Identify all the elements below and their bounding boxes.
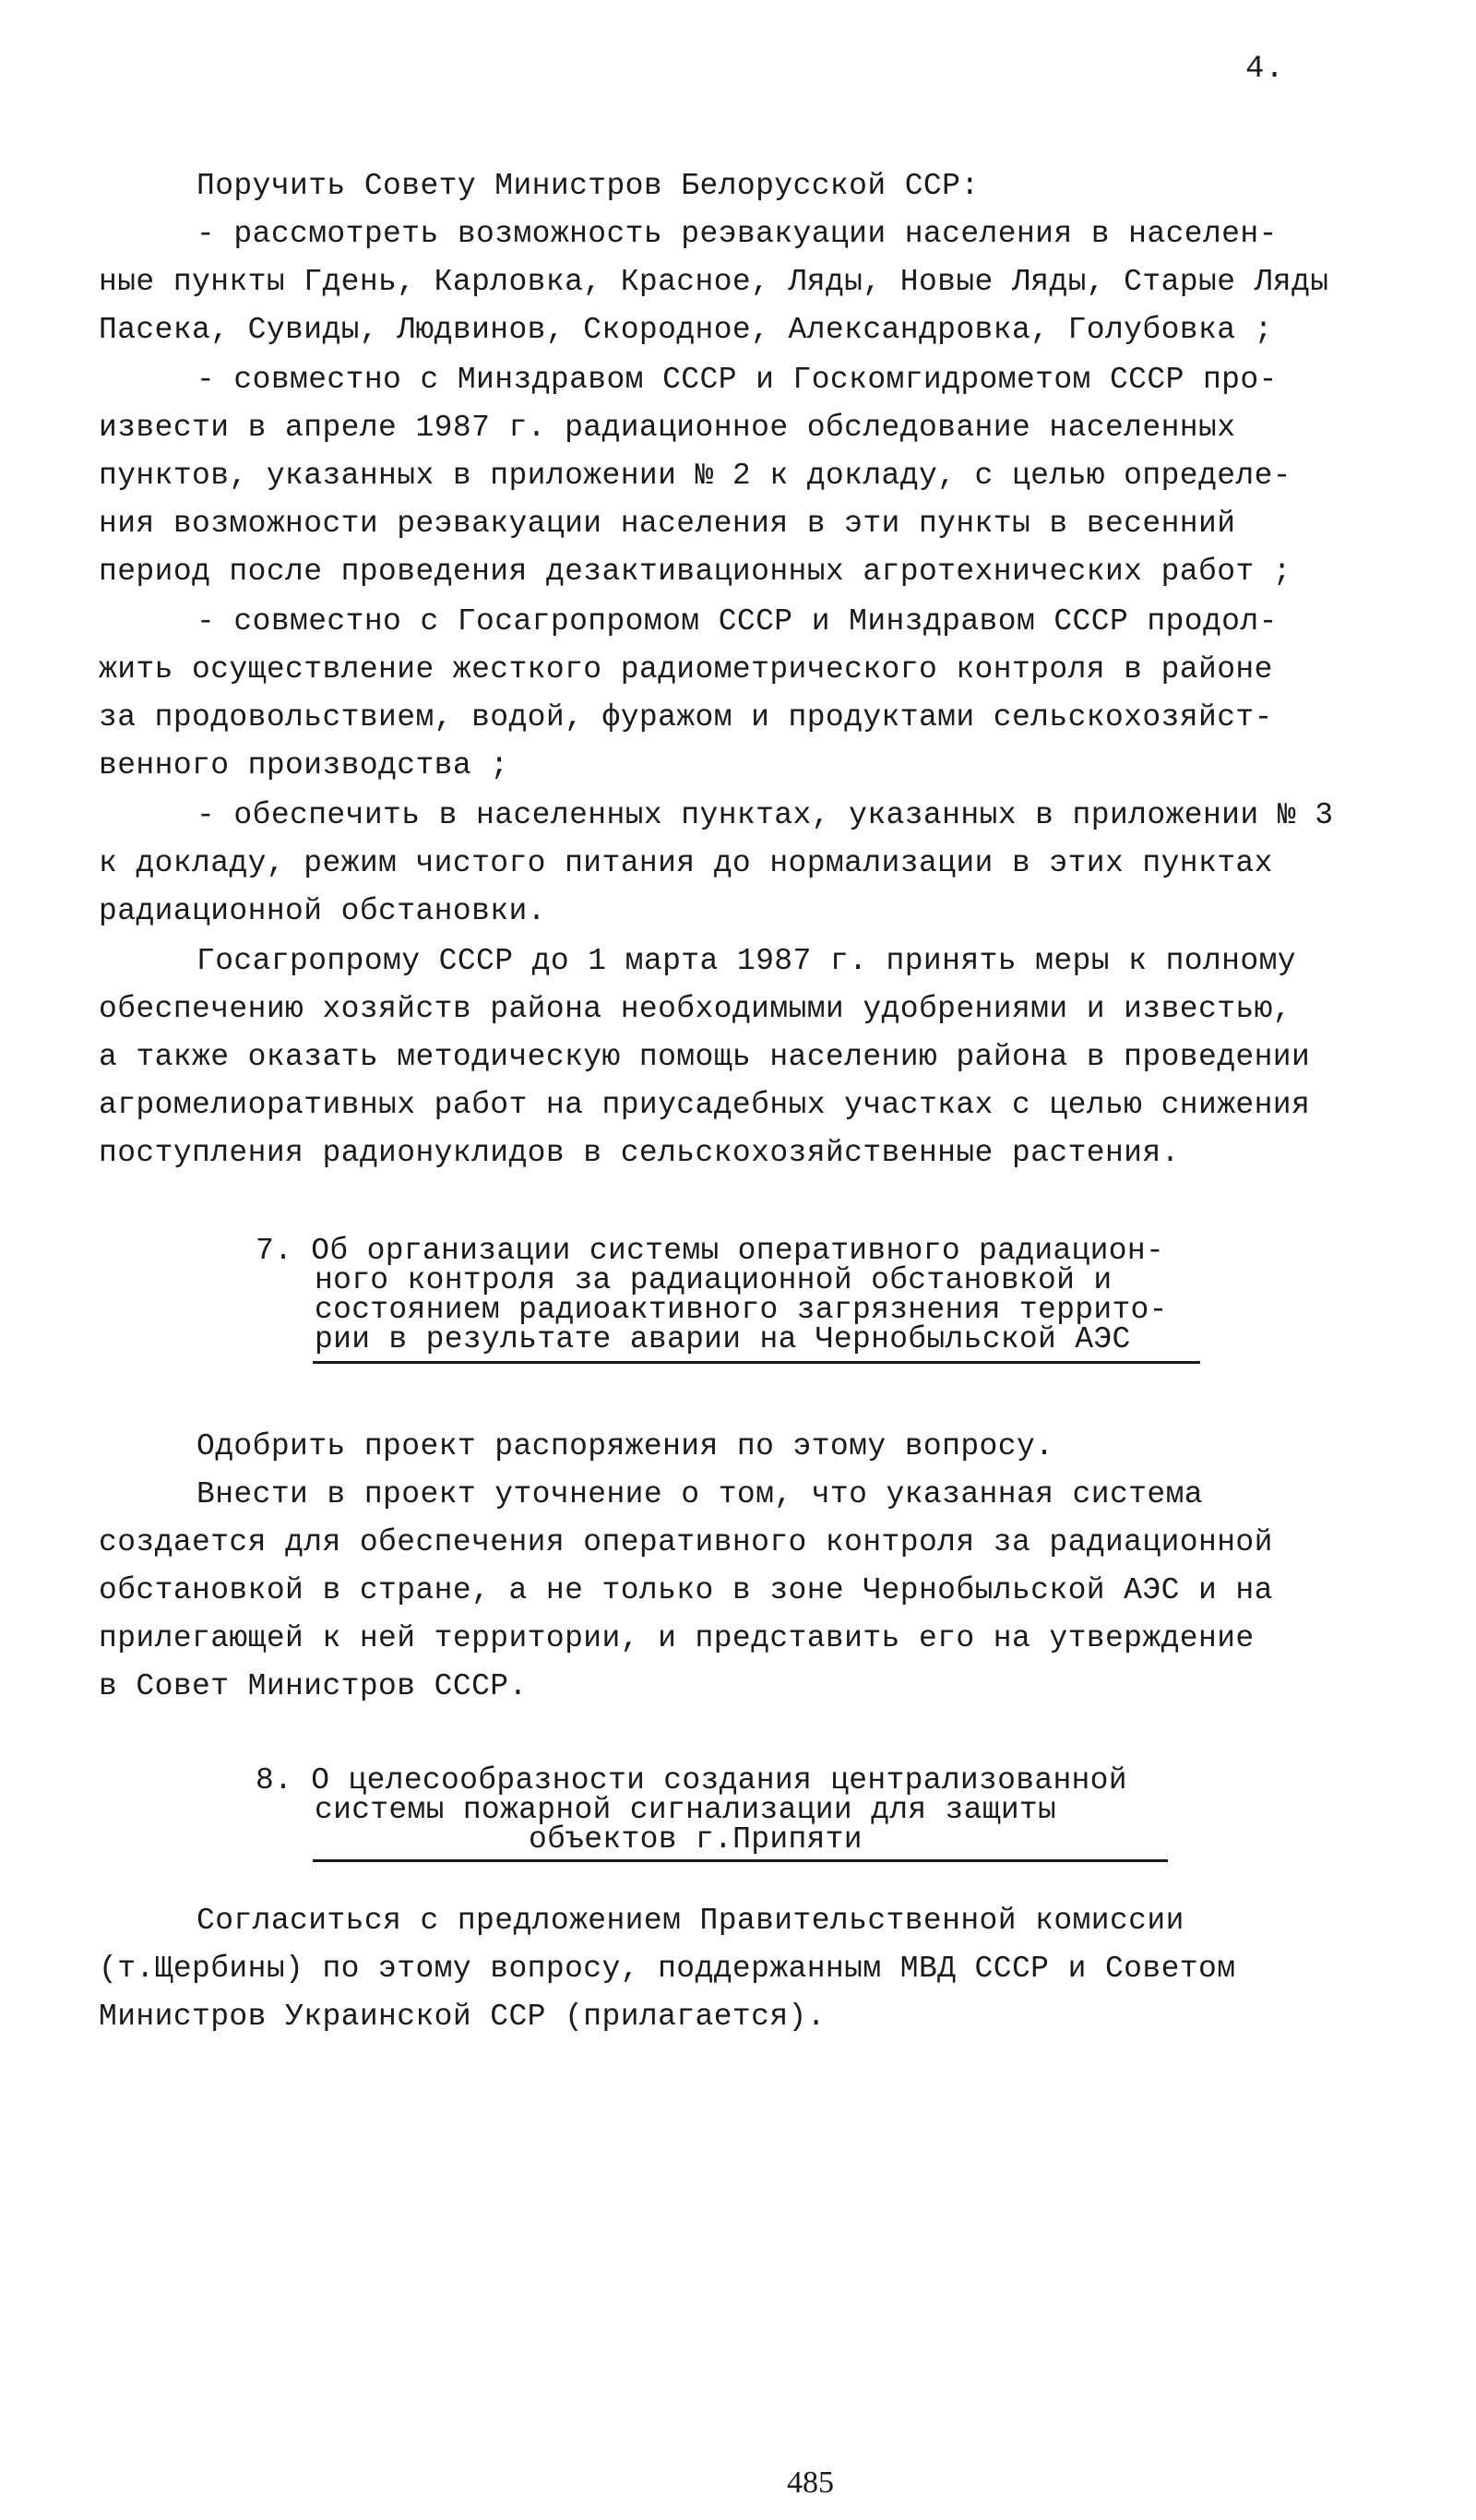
text-line: - рассмотреть возможность реэвакуации населения в населен- (196, 217, 1278, 251)
text-line: жить осуществление жесткого радиометрического контроля в районе (99, 652, 1273, 687)
text-line: агромелиоративных работ на приусадебных участках с целью снижения (99, 1088, 1311, 1122)
text-line: к докладу, режим чистого питания до нормализации в этих пунктах (99, 846, 1273, 880)
text-line: за продовольствием, водой, фуражом и продуктами сельскохозяйст- (99, 700, 1273, 735)
heading-line: 8. О целесообразности создания централизованной (256, 1763, 1127, 1797)
text-line: пунктов, указанных в приложении № 2 к докладу, с целью определе- (99, 459, 1292, 493)
heading-line: ного контроля за радиационной обстановкой и (315, 1263, 1113, 1297)
text-line: поступления радионуклидов в сельскохозяйственные растения. (99, 1136, 1180, 1170)
text-line: Пасека, Сувиды, Людвинов, Скородное, Александровка, Голубовка ; (99, 313, 1273, 347)
text-line: обеспечению хозяйств района необходимыми удобрениями и известью, (99, 992, 1292, 1026)
text-line: венного производства ; (99, 748, 509, 782)
text-line: период после проведения дезактивационных агротехнических работ ; (99, 555, 1292, 589)
text-line: ния возможности реэвакуации населения в эти пункты в весенний (99, 507, 1236, 541)
heading-underline (313, 1361, 1200, 1364)
text-line: прилегающей к ней территории, и представить его на утверждение (99, 1621, 1255, 1655)
text-line: - совместно с Минздравом СССР и Госкомгидрометом СССР про- (196, 363, 1278, 397)
archive-page-number: 485 (787, 2466, 834, 2500)
text-line: - обеспечить в населенных пунктах, указанных в приложении № 3 (196, 798, 1334, 832)
text-line: а также оказать методическую помощь населению района в проведении (99, 1040, 1311, 1074)
heading-line: рии в результате аварии на Чернобыльской АЭС (315, 1322, 1131, 1356)
heading-underline (313, 1859, 1168, 1862)
heading-line: системы пожарной сигнализации для защиты (315, 1793, 1057, 1827)
text-line: создается для обеспечения оперативного контроля за радиационной (99, 1525, 1273, 1559)
heading-line: объектов г.Припяти (529, 1822, 863, 1857)
text-line: обстановкой в стране, а не только в зоне Чернобыльской АЭС и на (99, 1573, 1273, 1607)
text-line: Поручить Совету Министров Белорусской ССР: (196, 169, 980, 203)
text-line: Согласиться с предложением Правительственной комиссии (196, 1904, 1184, 1938)
text-line: (т.Щербины) по этому вопросу, поддержанным МВД СССР и Советом (99, 1952, 1236, 1986)
text-line: Внести в проект уточнение о том, что указанная система (196, 1477, 1203, 1511)
text-line: Министров Украинской ССР (прилагается). (99, 2000, 826, 2034)
page-number: 4. (1245, 52, 1285, 87)
text-line: извести в апреле 1987 г. радиационное обследование населенных (99, 411, 1236, 445)
heading-line: состоянием радиоактивного загрязнения террито- (315, 1293, 1168, 1327)
text-line: ные пункты Гдень, Карловка, Красное, Ляды, Новые Ляды, Старые Ляды (99, 265, 1329, 299)
text-line: Одобрить проект распоряжения по этому вопросу. (196, 1429, 1054, 1463)
text-line: в Совет Министров СССР. (99, 1669, 528, 1703)
text-line: - совместно с Госагропромом СССР и Минздравом СССР продол- (196, 604, 1278, 639)
text-line: радиационной обстановки. (99, 894, 546, 928)
heading-line: 7. Об организации системы оперативного радиацион- (256, 1234, 1165, 1268)
text-line: Госагропрому СССР до 1 марта 1987 г. принять меры к полному (196, 944, 1296, 978)
